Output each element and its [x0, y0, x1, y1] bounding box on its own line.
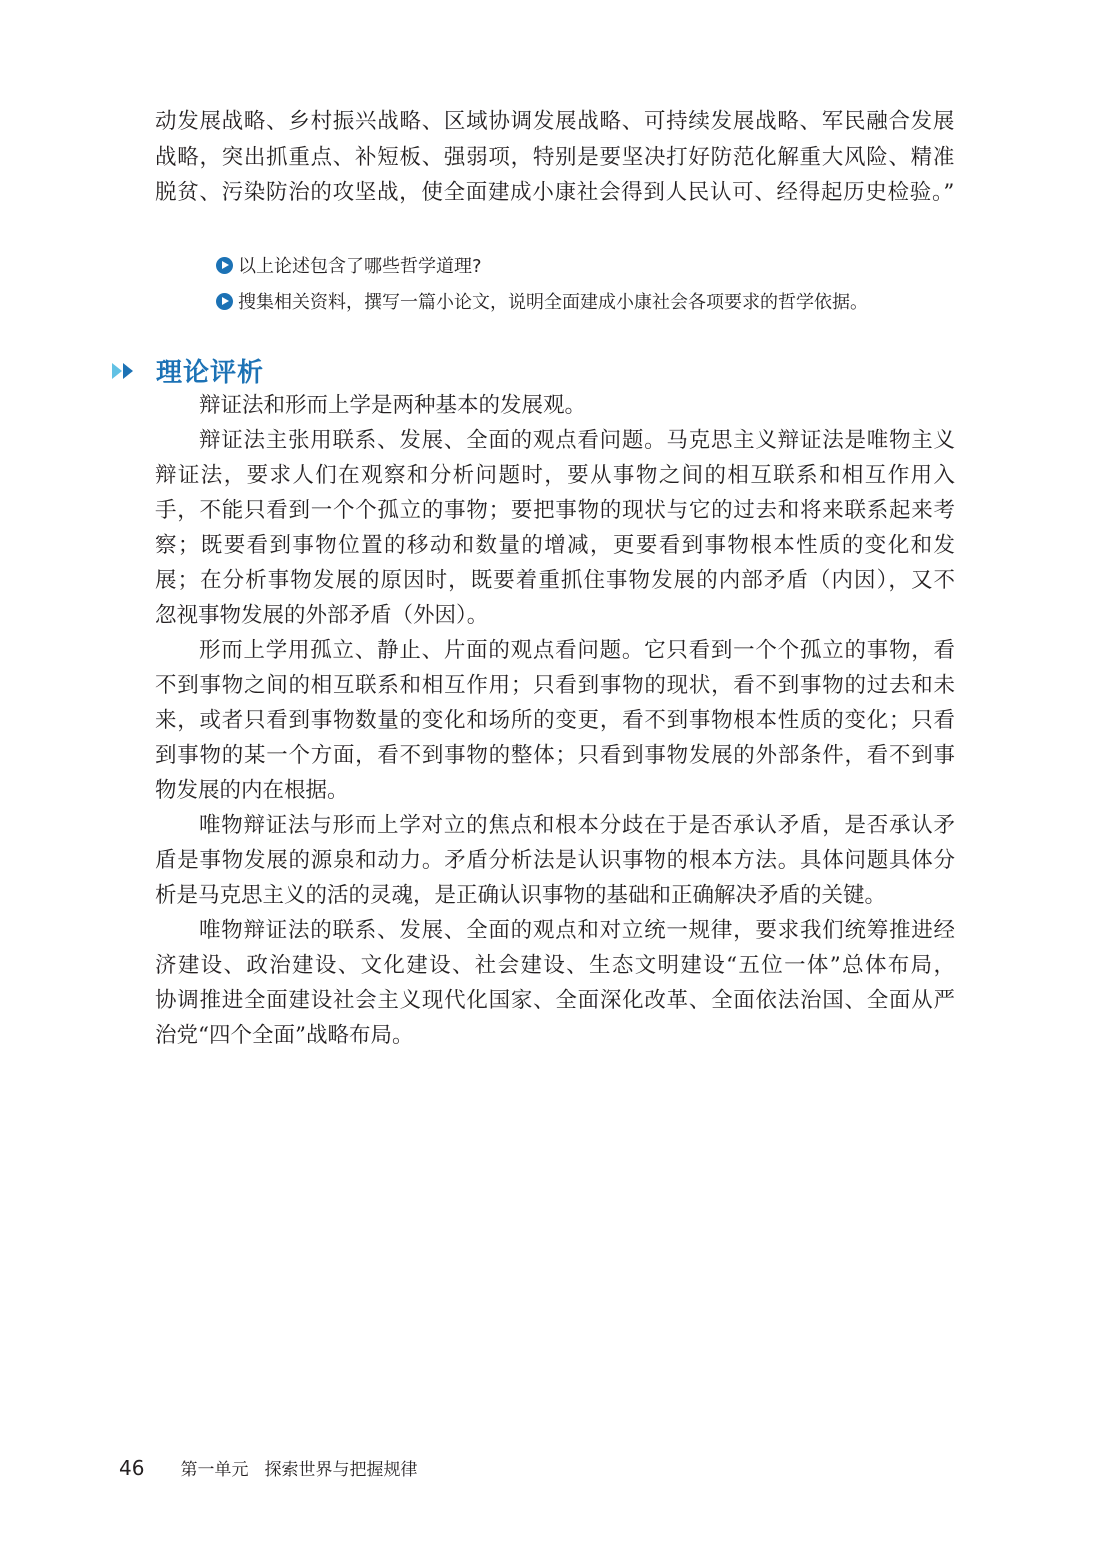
page-footer [119, 1455, 417, 1480]
text-line: 物发展的内在根据。 [155, 778, 349, 803]
quote-line: 脱贫、污染防治的攻坚战，使全面建成小康社会得到人民认可、经得起历史检验。” [155, 180, 955, 205]
text-line: 辩证法和形而上学是两种基本的发展观。 [199, 393, 587, 418]
section-heading [112, 352, 264, 389]
text-line: 忽视事物发展的外部矛盾（外因）。 [155, 603, 489, 628]
text-line: 协调推进全面建设社会主义现代化国家、全面深化改革、全面依法治国、全面从严 [155, 988, 955, 1013]
paragraph [155, 423, 955, 633]
quote-line: 战略，突出抓重点、补短板、强弱项，特别是要坚决打好防范化解重大风险、精准 [155, 144, 955, 170]
text-line: 析是马克思主义的活的灵魂，是正确认识事物的基础和正确解决矛盾的关键。 [155, 883, 887, 908]
text-line: 唯物辩证法与形而上学对立的焦点和根本分歧在于是否承认矛盾，是否承认矛 [199, 813, 955, 838]
text-line: 展；在分析事物发展的原因时，既要着重抓住事物发展的内部矛盾（内因），又不 [155, 568, 955, 593]
text-line: 济建设、政治建设、文化建设、社会建设、生态文明建设“五位一体”总体布局， [155, 953, 955, 978]
text-line: 来，或者只看到事物数量的变化和场所的变更，看不到事物根本性质的变化；只看 [155, 708, 955, 733]
unit-label: 第一单元 [180, 1460, 249, 1480]
text-line: 手，不能只看到一个个孤立的事物；要把事物的现状与它的过去和将来联系起来考 [155, 498, 955, 523]
text-line: 治党“四个全面”战略布局。 [155, 1023, 414, 1048]
question-item [216, 247, 868, 283]
play-bullet-icon [216, 293, 233, 310]
quote-line: 动发展战略、乡村振兴战略、区域协调发展战略、可持续发展战略、军民融合发展 [155, 109, 955, 134]
text-line: 形而上学用孤立、静止、片面的观点看问题。它只看到一个个孤立的事物，看 [199, 638, 955, 663]
text-line: 察；既要看到事物位置的移动和数量的增减，更要看到事物根本性质的变化和发 [155, 533, 955, 558]
text-line: 辩证法主张用联系、发展、全面的观点看问题。马克思主义辩证法是唯物主义 [199, 428, 955, 453]
page-number: 46 [119, 1456, 145, 1480]
play-bullet-icon [216, 257, 233, 274]
discussion-questions [216, 247, 868, 319]
question-item [216, 283, 868, 319]
paragraph [155, 808, 955, 913]
text-line: 唯物辩证法的联系、发展、全面的观点和对立统一规律，要求我们统筹推进经 [199, 918, 955, 943]
question-text: 以上论述包含了哪些哲学道理? [238, 256, 482, 277]
text-line: 不到事物之间的相互联系和相互作用；只看到事物的现状，看不到事物的过去和未 [155, 673, 955, 698]
paragraph [155, 633, 955, 808]
unit-title: 探索世界与把握规律 [264, 1460, 418, 1480]
quote-block [155, 104, 955, 211]
text-line: 辩证法，要求人们在观察和分析问题时，要从事物之间的相互联系和相互作用入 [155, 463, 955, 488]
paragraph [155, 388, 955, 423]
double-arrow-icon [112, 363, 134, 379]
body-text [155, 388, 955, 1053]
question-text: 搜集相关资料，撰写一篇小论文，说明全面建成小康社会各项要求的哲学依据。 [238, 292, 868, 313]
section-title: 理论评析 [156, 358, 265, 388]
text-line: 到事物的某一个方面，看不到事物的整体；只看到事物发展的外部条件，看不到事 [155, 743, 955, 768]
paragraph [155, 913, 955, 1053]
text-line: 盾是事物发展的源泉和动力。矛盾分析法是认识事物的根本方法。具体问题具体分 [155, 848, 955, 873]
